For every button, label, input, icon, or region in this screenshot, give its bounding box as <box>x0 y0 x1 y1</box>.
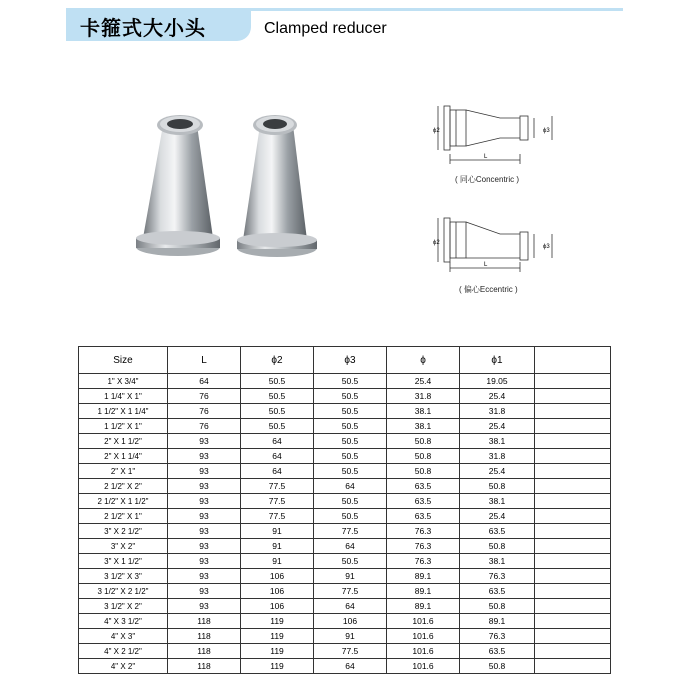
table-cell <box>535 584 611 599</box>
table-cell: 50.5 <box>241 419 314 434</box>
table-cell <box>535 494 611 509</box>
table-cell: 118 <box>168 644 241 659</box>
table-cell: 64 <box>314 479 387 494</box>
table-cell: 106 <box>314 614 387 629</box>
table-cell <box>535 464 611 479</box>
table-cell: 64 <box>168 374 241 389</box>
table-cell: 93 <box>168 569 241 584</box>
column-header: Size <box>79 347 168 374</box>
table-cell: 119 <box>241 644 314 659</box>
l-label: L <box>484 262 488 268</box>
size-cell: 2 1/2" X 2" <box>79 479 168 494</box>
table-cell: 50.5 <box>241 374 314 389</box>
table-cell: 63.5 <box>387 479 460 494</box>
table-cell: 89.1 <box>387 584 460 599</box>
table-cell: 38.1 <box>460 554 535 569</box>
table-row <box>79 509 611 524</box>
table-cell: 50.8 <box>460 539 535 554</box>
table-cell: 119 <box>241 614 314 629</box>
table-cell: 50.8 <box>387 449 460 464</box>
table-cell: 64 <box>314 539 387 554</box>
table-cell <box>535 659 611 674</box>
column-header <box>535 347 611 374</box>
table-cell: 50.5 <box>314 509 387 524</box>
table-cell: 77.5 <box>241 509 314 524</box>
table-cell <box>535 614 611 629</box>
table-cell <box>535 404 611 419</box>
eccentric-drawing <box>420 212 560 292</box>
table-cell: 64 <box>241 434 314 449</box>
table-cell: 63.5 <box>387 494 460 509</box>
table-cell <box>535 524 611 539</box>
table-cell <box>535 479 611 494</box>
table-cell: 118 <box>168 614 241 629</box>
table-cell: 50.8 <box>387 464 460 479</box>
table-cell: 93 <box>168 509 241 524</box>
size-cell: 2 1/2" X 1" <box>79 509 168 524</box>
size-cell: 2" X 1" <box>79 464 168 479</box>
table-cell <box>535 509 611 524</box>
table-row <box>79 374 611 389</box>
table-row <box>79 659 611 674</box>
concentric-reducer-photo <box>136 115 220 256</box>
phi3-label: ϕ3 <box>543 128 550 134</box>
size-cell: 2" X 1 1/2" <box>79 434 168 449</box>
column-header: ϕ2 <box>241 347 314 374</box>
table-cell <box>535 374 611 389</box>
table-cell: 77.5 <box>314 644 387 659</box>
phi2-label: ϕ2 <box>433 240 440 246</box>
size-cell: 4" X 2" <box>79 659 168 674</box>
table-cell: 25.4 <box>460 509 535 524</box>
table-cell <box>535 554 611 569</box>
table-cell: 38.1 <box>387 404 460 419</box>
table-cell: 101.6 <box>387 659 460 674</box>
size-cell: 1 1/4" X 1" <box>79 389 168 404</box>
table-cell <box>535 644 611 659</box>
table-cell: 91 <box>241 554 314 569</box>
table-cell: 106 <box>241 569 314 584</box>
table-cell: 25.4 <box>460 419 535 434</box>
table-cell: 93 <box>168 464 241 479</box>
table-row <box>79 494 611 509</box>
table-row <box>79 419 611 434</box>
table-cell: 76 <box>168 389 241 404</box>
table-cell: 64 <box>314 599 387 614</box>
table-cell <box>535 419 611 434</box>
column-header: ϕ3 <box>314 347 387 374</box>
table-cell: 50.5 <box>314 404 387 419</box>
table-cell: 91 <box>241 539 314 554</box>
table-header-row <box>79 347 611 374</box>
table-cell: 91 <box>241 524 314 539</box>
l-label: L <box>484 154 488 160</box>
table-cell: 19.05 <box>460 374 535 389</box>
table-cell: 38.1 <box>387 419 460 434</box>
table-row <box>79 539 611 554</box>
table-row <box>79 464 611 479</box>
phi2-label: ϕ2 <box>433 128 440 134</box>
table-cell: 76 <box>168 419 241 434</box>
table-cell: 76.3 <box>387 554 460 569</box>
table-cell <box>535 389 611 404</box>
table-cell: 93 <box>168 554 241 569</box>
table-cell: 63.5 <box>387 509 460 524</box>
table-cell: 106 <box>241 584 314 599</box>
column-header: ϕ1 <box>460 347 535 374</box>
table-cell: 118 <box>168 659 241 674</box>
table-cell: 91 <box>314 629 387 644</box>
table-cell: 50.8 <box>460 599 535 614</box>
table-cell: 93 <box>168 494 241 509</box>
table-cell: 119 <box>241 659 314 674</box>
table-cell <box>535 539 611 554</box>
table-cell: 64 <box>241 464 314 479</box>
table-cell: 91 <box>314 569 387 584</box>
table-cell: 76.3 <box>387 539 460 554</box>
table-cell: 31.8 <box>460 449 535 464</box>
table-cell: 101.6 <box>387 629 460 644</box>
spec-table <box>78 346 611 674</box>
size-cell: 3" X 2 1/2" <box>79 524 168 539</box>
table-cell: 101.6 <box>387 614 460 629</box>
table-cell: 50.5 <box>241 389 314 404</box>
table-cell: 93 <box>168 599 241 614</box>
table-row <box>79 524 611 539</box>
size-cell: 4" X 3 1/2" <box>79 614 168 629</box>
table-cell: 50.5 <box>314 389 387 404</box>
product-photo <box>125 100 335 290</box>
column-header: ϕ <box>387 347 460 374</box>
concentric-caption: ( 同心Concentric ) <box>455 175 520 184</box>
table-cell <box>535 434 611 449</box>
size-cell: 1 1/2" X 1" <box>79 419 168 434</box>
table-cell: 25.4 <box>387 374 460 389</box>
table-cell: 93 <box>168 584 241 599</box>
table-row <box>79 389 611 404</box>
table-cell: 118 <box>168 629 241 644</box>
table-cell <box>535 629 611 644</box>
table-cell: 119 <box>241 629 314 644</box>
table-cell: 25.4 <box>460 389 535 404</box>
table-cell: 50.5 <box>314 374 387 389</box>
size-cell: 3" X 1 1/2" <box>79 554 168 569</box>
eccentric-caption: ( 偏心Eccentric ) <box>459 285 518 294</box>
size-cell: 3 1/2" X 2 1/2" <box>79 584 168 599</box>
table-row <box>79 449 611 464</box>
table-cell: 93 <box>168 449 241 464</box>
table-row <box>79 569 611 584</box>
size-cell: 2 1/2" X 1 1/2" <box>79 494 168 509</box>
table-cell: 50.8 <box>460 479 535 494</box>
table-cell: 89.1 <box>387 599 460 614</box>
column-header: L <box>168 347 241 374</box>
table-row <box>79 599 611 614</box>
table-cell: 63.5 <box>460 524 535 539</box>
size-cell: 3 1/2" X 3" <box>79 569 168 584</box>
table-cell: 63.5 <box>460 644 535 659</box>
table-cell: 76.3 <box>460 569 535 584</box>
table-cell: 50.5 <box>314 464 387 479</box>
size-cell: 3" X 2" <box>79 539 168 554</box>
concentric-drawing <box>420 98 560 178</box>
table-cell: 101.6 <box>387 644 460 659</box>
table-cell: 38.1 <box>460 434 535 449</box>
table-cell: 93 <box>168 539 241 554</box>
table-cell: 50.5 <box>314 554 387 569</box>
table-row <box>79 434 611 449</box>
table-cell: 77.5 <box>314 584 387 599</box>
table-cell: 89.1 <box>387 569 460 584</box>
table-cell: 89.1 <box>460 614 535 629</box>
size-cell: 3 1/2" X 2" <box>79 599 168 614</box>
table-cell: 38.1 <box>460 494 535 509</box>
table-cell <box>535 569 611 584</box>
page-title-en: Clamped reducer <box>264 20 387 37</box>
size-cell: 2" X 1 1/4" <box>79 449 168 464</box>
page-title-cn: 卡箍式大小头 <box>80 16 206 40</box>
table-cell: 106 <box>241 599 314 614</box>
table-row <box>79 584 611 599</box>
table-cell: 93 <box>168 434 241 449</box>
table-row <box>79 479 611 494</box>
table-cell: 93 <box>168 524 241 539</box>
table-cell: 50.8 <box>387 434 460 449</box>
table-cell: 76.3 <box>460 629 535 644</box>
eccentric-reducer-photo <box>237 115 317 257</box>
table-row <box>79 614 611 629</box>
table-row <box>79 644 611 659</box>
size-cell: 4" X 2 1/2" <box>79 644 168 659</box>
size-cell: 1 1/2" X 1 1/4" <box>79 404 168 419</box>
table-cell: 63.5 <box>460 584 535 599</box>
table-cell: 76 <box>168 404 241 419</box>
table-row <box>79 554 611 569</box>
phi3-label: ϕ3 <box>543 244 550 250</box>
table-cell: 50.5 <box>241 404 314 419</box>
table-cell: 77.5 <box>241 494 314 509</box>
size-cell: 4" X 3" <box>79 629 168 644</box>
table-cell: 50.5 <box>314 494 387 509</box>
table-cell: 76.3 <box>387 524 460 539</box>
table-cell: 50.5 <box>314 449 387 464</box>
table-cell: 64 <box>241 449 314 464</box>
table-cell: 50.5 <box>314 419 387 434</box>
table-cell: 31.8 <box>460 404 535 419</box>
table-cell: 31.8 <box>387 389 460 404</box>
table-cell <box>535 599 611 614</box>
table-cell: 77.5 <box>241 479 314 494</box>
size-cell: 1" X 3/4" <box>79 374 168 389</box>
table-cell: 93 <box>168 479 241 494</box>
table-cell: 64 <box>314 659 387 674</box>
table-cell <box>535 449 611 464</box>
table-cell: 25.4 <box>460 464 535 479</box>
table-row <box>79 629 611 644</box>
table-row <box>79 404 611 419</box>
table-cell: 77.5 <box>314 524 387 539</box>
table-cell: 50.5 <box>314 434 387 449</box>
table-cell: 50.8 <box>460 659 535 674</box>
